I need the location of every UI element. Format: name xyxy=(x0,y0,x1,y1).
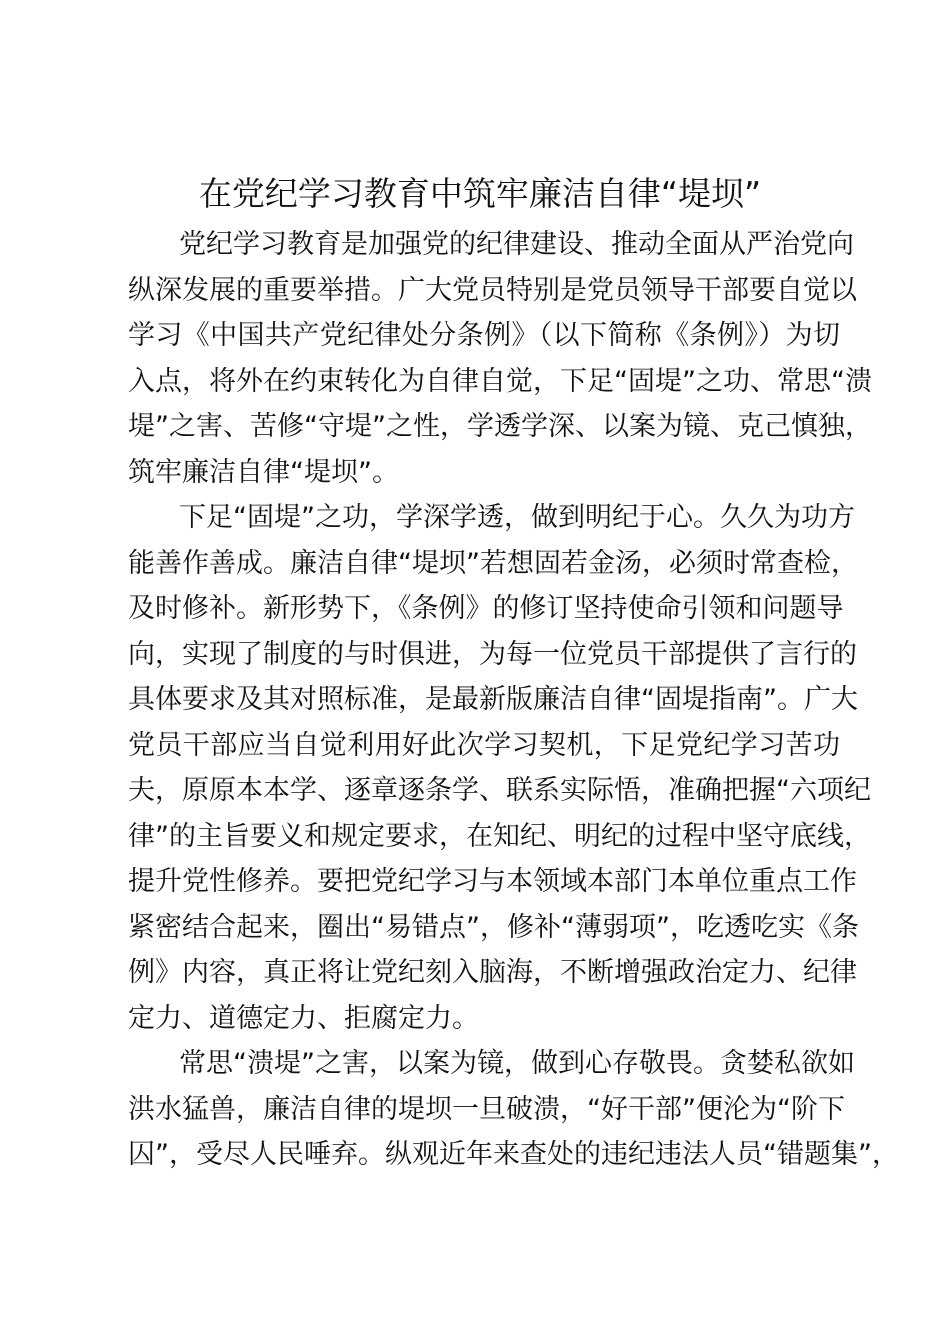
text-line: 具体要求及其对照标准，是最新版廉洁自律“固堤指南”。广大 xyxy=(128,684,858,715)
text-line: 及时修补。新形势下，《条例》的修订坚持使命引领和问题导 xyxy=(128,593,844,624)
text-line: 洪水猛兽，廉洁自律的堤坝一旦破溃，“好干部”便沦为“阶下 xyxy=(128,1093,845,1125)
text-line: 党员干部应当自觉利用好此次学习契机，下足党纪学习苦功 xyxy=(128,729,840,761)
text-line: 常思“溃堤”之害，以案为镜，做到心存敬畏。贪婪私欲如 xyxy=(179,1048,855,1079)
document-body xyxy=(128,222,899,1178)
paragraph-2 xyxy=(128,495,871,1041)
text-line: 律”的主旨要义和规定要求，在知纪、明纪的过程中坚守底线， xyxy=(128,820,871,852)
text-line: 定力、道德定力、拒腐定力。 xyxy=(128,1002,479,1034)
paragraph-1 xyxy=(128,222,872,495)
text-line: 夫，原原本本学、逐章逐条学、联系实际悟，准确把握“六项纪 xyxy=(128,775,871,806)
text-line: 堤”之害、苦修“守堤”之性，学透学深、以案为镜、克己慎独， xyxy=(128,411,872,442)
document-title: 在党纪学习教育中筑牢廉洁自律“堤坝” xyxy=(198,174,762,213)
text-line: 向，实现了制度的与时俱进，为每一位党员干部提供了言行的 xyxy=(128,638,857,670)
paragraph-3 xyxy=(128,1041,899,1178)
text-line: 学习《中国共产党纪律处分条例》（以下简称《条例》）为切 xyxy=(128,320,840,351)
text-line: 能善作善成。廉洁自律“堤坝”若想固若金汤，必须时常查检， xyxy=(128,547,858,579)
text-line: 党纪学习教育是加强党的纪律建设、推动全面从严治党向 xyxy=(179,229,854,260)
text-line: 下足“固堤”之功，学深学透，做到明纪于心。久久为功方 xyxy=(179,502,855,533)
text-line: 入点，将外在约束转化为自律自觉，下足“固堤”之功、常思“溃 xyxy=(128,365,872,397)
text-line: 紧密结合起来，圈出“易错点”，修补“薄弱项”，吃透吃实《条 xyxy=(128,911,859,943)
text-line: 囚”，受尽人民唾弃。纵观近年来查处的违纪违法人员“错题集”， xyxy=(128,1139,899,1170)
text-line: 筑牢廉洁自律“堤坝”。 xyxy=(128,456,399,488)
text-line: 例》内容，真正将让党纪刻入脑海，不断增强政治定力、纪律 xyxy=(128,957,857,988)
text-line: 纵深发展的重要举措。广大党员特别是党员领导干部要自觉以 xyxy=(128,274,857,306)
text-line: 提升党性修养。要把党纪学习与本领域本部门本单位重点工作 xyxy=(128,866,857,897)
